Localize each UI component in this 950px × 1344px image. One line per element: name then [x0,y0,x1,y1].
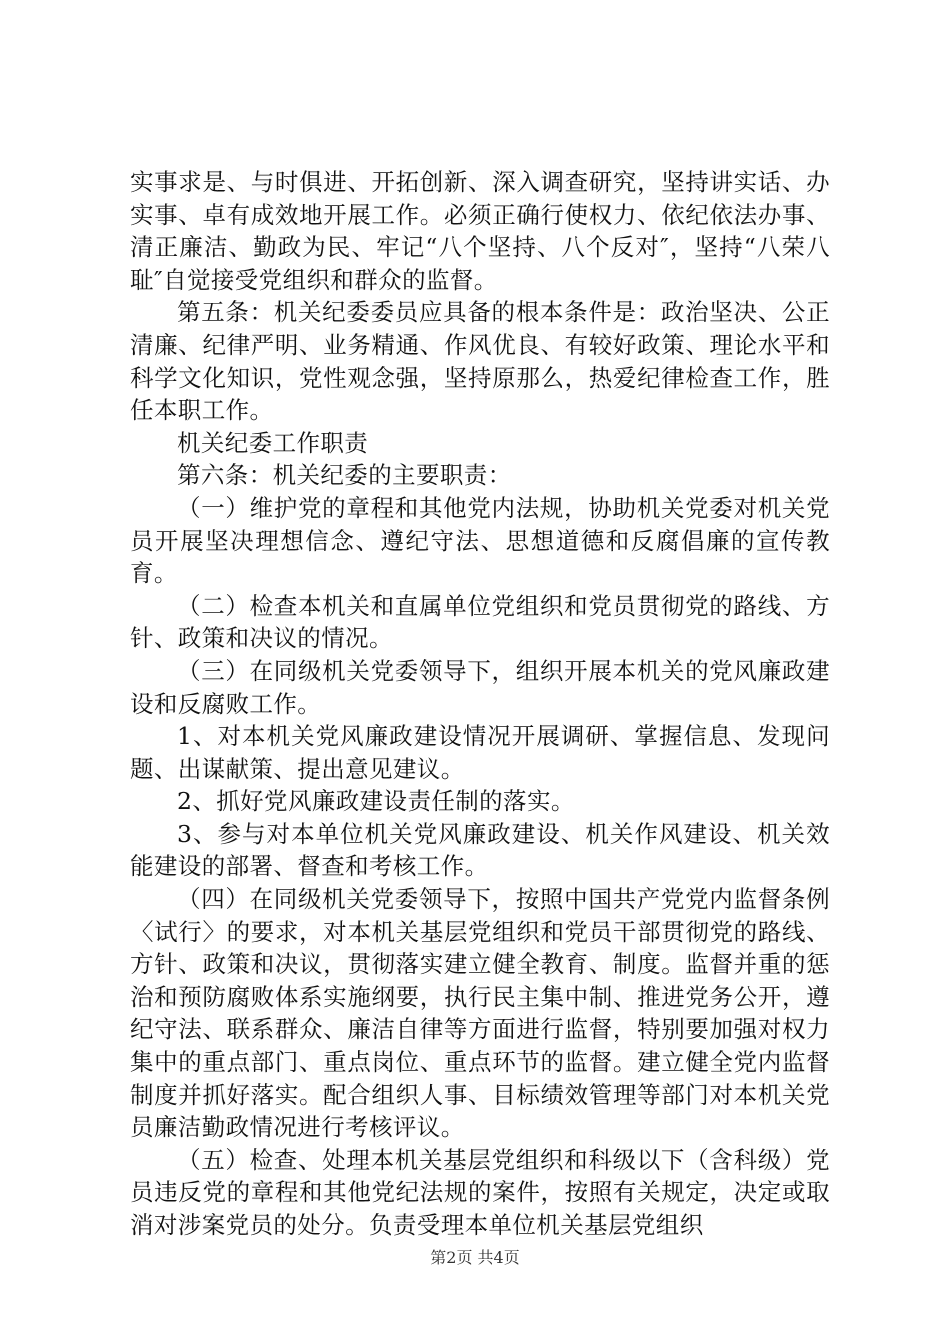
paragraph: （四）在同级机关党委领导下，按照中国共产党党内监督条例〈试行〉的要求，对本机关基层党组织和党员干部贯彻党的路线、方针、政策和决议，贯彻落实建立健全教育、制度。监督并重的惩治和预防腐败体系实施纲要，执行民主集中制、推进党务公开，遵纪守法、联系群众、廉洁自律等方面进行监督，特别要加强对权力集中的重点部门、重点岗位、重点环节的监督。建立健全党内监督制度并抓好落实。配合组织人事、目标绩效管理等部门对本机关党员廉洁勤政情况进行考核评议。 [130,885,830,1142]
paragraph: 机关纪委工作职责 [177,428,369,457]
paragraph: 3、参与对本单位机关党风廉政建设、机关作风建设、机关效能建设的部署、督查和考核工作。 [130,819,830,881]
paragraph: 第五条：机关纪委委员应具备的根本条件是：政治坚决、公正清廉、纪律严明、业务精通、作风优良、有较好政策、理论水平和科学文化知识，党性观念强，坚持原那么，热爱纪律检查工作，胜任本职工作。 [130,298,830,425]
paragraph: （二）检查本机关和直属单位党组织和党员贯彻党的路线、方针、政策和决议的情况。 [130,591,830,653]
paragraph: （一）维护党的章程和其他党内法规，协助机关党委对机关党员开展坚决理想信念、遵纪守法、思想道德和反腐倡廉的宣传教育。 [130,493,830,588]
paragraph: （三）在同级机关党委领导下，组织开展本机关的党风廉政建设和反腐败工作。 [130,656,830,718]
page-footer: 第2页 共4页 [430,1248,520,1267]
paragraph: 1、对本机关党风廉政建设情况开展调研、掌握信息、发现问题、出谋献策、提出意见建议。 [130,722,830,783]
paragraph: 实事求是、与时俱进、开拓创新、深入调查研究，坚持讲实话、办实事、卓有成效地开展工作。必须正确行使权力、依纪依法办事、清正廉洁、勤政为民、牢记“八个坚持、八个反对″，坚持“八荣八耻″自觉接受党组织和群众的监督。 [130,168,830,294]
paragraph: 第六条：机关纪委的主要职责： [177,461,512,490]
paragraph: （五）检查、处理本机关基层党组织和科级以下（含科级）党员违反党的章程和其他党纪法规的案件，按照有关规定，决定或取消对涉案党员的处分。负责受理本单位机关基层党组织 [130,1145,830,1239]
document-body [130,166,830,1242]
paragraph: 2、抓好党风廉政建设责任制的落实。 [177,787,575,816]
